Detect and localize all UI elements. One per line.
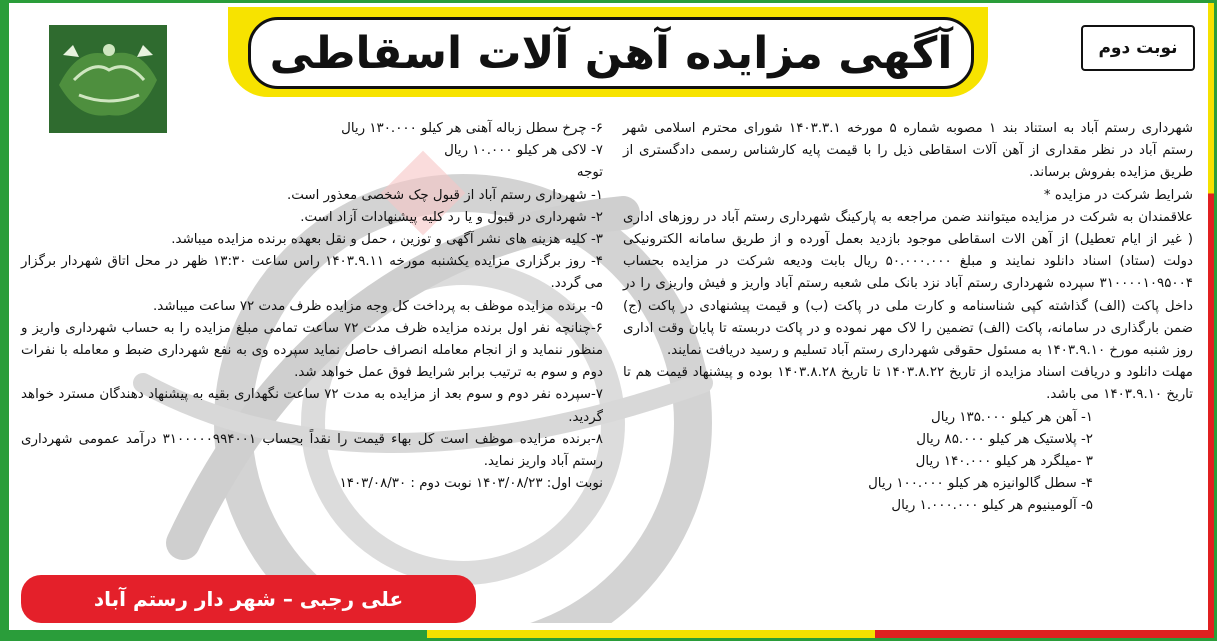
price-item: ۴- سطل گالوانیزه هر کیلو ۱۰۰.۰۰۰ ریال [868,476,1093,492]
title-frame [248,17,974,89]
intro-paragraph: شهرداری رستم آباد به استناد بند ۱ مصوبه شماره ۵ مورخه ۱۴۰۳.۳.۱ شورای محترم اسلامی شهر رستم آباد در نظر مقداری از آهن آلات اسقاطی ذیل را با قیمت پایه کارشناس رسمی دادگستری از طریق مزایده بفروش برساند. [623,121,1193,181]
price-item: ۳ -میلگرد هر کیلو ۱۴۰.۰۰۰ ریال [915,454,1093,470]
price-item: ۵- آلومینیوم هر کیلو ۱.۰۰۰.۰۰۰ ریال [891,498,1093,514]
price-item: ۷- لاکی هر کیلو ۱۰.۰۰۰ ریال [444,143,603,159]
note-item: ۶-چنانچه نفر اول برنده مزایده ظرف مدت ۷۲ ساعت تمامی مبلغ مزایده را به حساب شهرداری واریز و منظور ننماید و از انجام معامله انصراف حاصل نماید سپرده وی به نفع شهرداری ضبط و معامله با نفرات دوم و سوم به ترتیب برابر شرایط فوق عمل خواهد شد. [21,320,603,381]
note-item: ۸-برنده مزایده موظف است کل بهاء قیمت را نقداً بحساب ۳۱۰۰۰۰۰۹۹۴۰۰۱ درآمد عمومی شهرداری رستم آباد واریز نماید. [21,431,603,470]
note-item: ۳- کلیه هزینه های نشر آگهی و توزین ، حمل و نقل بعهده برنده مزایده میباشد. [171,232,603,248]
note-item: ۱- شهرداری رستم آباد از قبول چک شخصی معذور است. [287,187,603,203]
price-item: ۶- چرخ سطل زباله آهنی هر کیلو ۱۳۰.۰۰۰ ریال [341,121,603,136]
right-text-column [623,118,1193,518]
signature-box [21,575,476,623]
note-item: ۴- روز برگزاری مزایده یکشنبه مورخه ۱۴۰۳.۹.۱۱ راس ساعت ۱۳:۳۰ ظهر در محل اتاق شهردار برگزار می گردد. [21,254,603,292]
municipality-emblem-icon [49,25,167,133]
bottom-color-stripe [3,630,1214,638]
page-title: آگهی مزایده آهن آلات اسقاطی [269,27,953,79]
note-item: ۵- برنده مزایده موظف به پرداخت کل وجه مزایده ظرف مدت ۷۲ ساعت میباشد. [153,298,603,314]
publication-dates [21,473,603,495]
conditions-heading: شرایط شرکت در مزایده * [1043,187,1193,203]
deadline-paragraph: مهلت دانلود و دریافت اسناد مزایده از تاریخ ۱۴۰۳.۸.۲۲ تا تاریخ ۱۴۰۳.۸.۲۸ بوده و پیشنهاد قیمت هم تا تاریخ ۱۴۰۳.۹.۱۰ می باشد. [623,365,1193,403]
publication-first-date: نوبت اول: ۱۴۰۳/۰۸/۲۳ [475,476,603,492]
publication-second-date: نوبت دوم : ۱۴۰۳/۰۸/۳۰ [339,476,472,492]
price-item: ۲- پلاستیک هر کیلو ۸۵.۰۰۰ ریال [916,431,1093,447]
publication-round-badge: نوبت دوم [1081,25,1195,71]
left-color-stripe [3,3,9,638]
note-item: ۷-سپرده نفر دوم و سوم بعد از مزایده به مدت ۷۲ ساعت نگهداری بقیه به پیشنهاد دهندگان مسترد خواهد گردید. [21,387,603,425]
title-banner [228,7,988,97]
signature-text: علی رجبی – شهر دار رستم آباد [93,587,404,611]
price-item: ۱- آهن هر کیلو ۱۳۵.۰۰۰ ریال [931,409,1093,425]
note-item: ۲- شهرداری در قبول و یا رد کلیه پیشنهادات آزاد است. [300,209,603,225]
right-color-stripe [1208,3,1214,638]
left-text-column [21,118,603,495]
conditions-paragraph: علاقمندان به شرکت در مزایده میتوانند ضمن مراجعه به پارکینگ شهرداری رستم آباد در روزهای اداری ( غیر از ایام تعطیل) از آهن الات اسقاطی موجود بازدید بعمل آورده و از طریق سامانه الکترونیکی دولت (ستاد) اسناد دانلود نمایند و مبلغ ۵۰.۰۰۰.۰۰۰ ریال بابت ودیعه شرکت در مزایده بحساب ۳۱۰۰۰۰۱۰۹۵۰۰۴ سپرده شهرداری رستم آباد نزد بانک ملی شعبه رستم آباد واریز و فیش واریزی را در داخل پاکت (الف) گذاشته کپی شناسنامه و کارت ملی در پاکت (ب) و قیمت پیشنهادی در پاکت (ج) ضمن بارگذاری در سامانه، پاکت (الف) تضمین را لاک مهر نموده و در پاکت دربسته تا پایان وقت اداری روز شنبه مورخ ۱۴۰۳.۹.۱۰ به مسئول حقوقی شهرداری رستم آباد تسلیم و رسید دریافت نمایند. [623,209,1193,359]
note-heading: توجه [576,165,603,181]
